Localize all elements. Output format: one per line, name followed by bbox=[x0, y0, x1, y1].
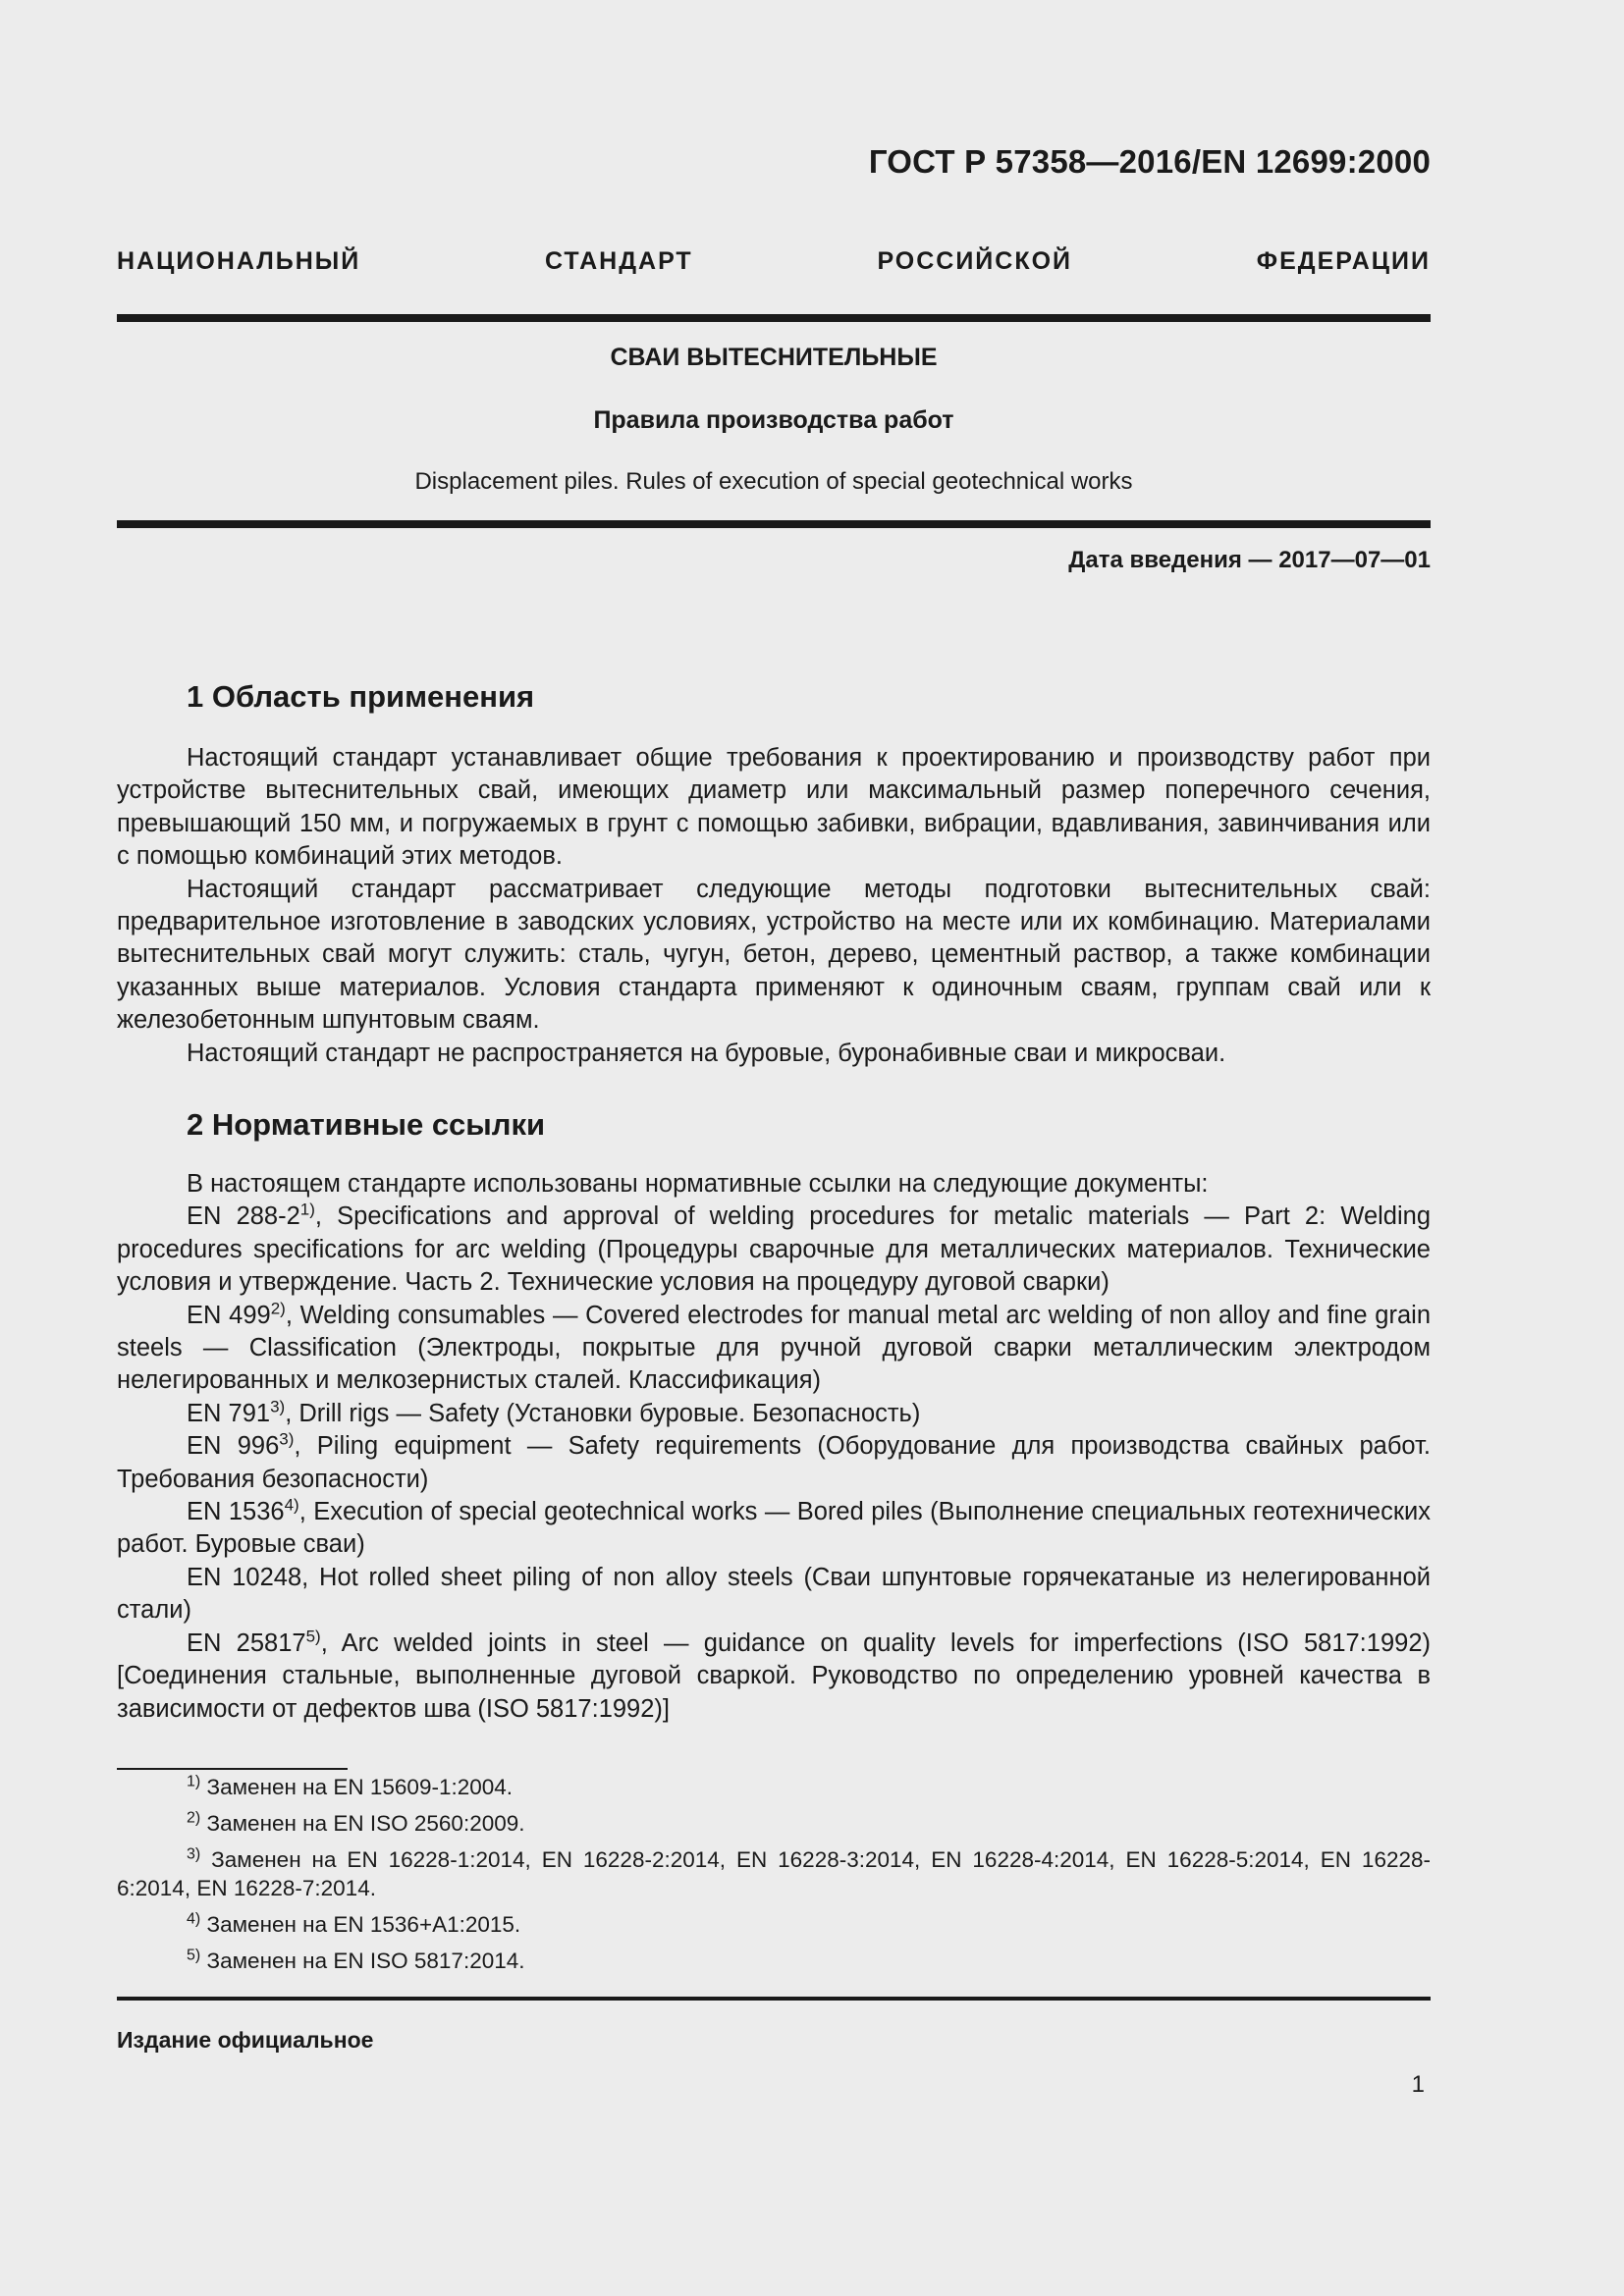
footnote-text: Заменен на EN 1536+A1:2015. bbox=[200, 1912, 521, 1937]
footnote-text: Заменен на EN 16228-1:2014, EN 16228-2:2014, EN 16228-3:2014, EN 16228-4:2014, EN 16228-5:2014, EN 16228-6:2014, EN 16228-7:2014. bbox=[117, 1847, 1431, 1900]
reference-item bbox=[117, 1201, 1431, 1299]
reference-text: , Piling equipment — Safety requirements (Оборудование для производства свайных работ. Требования безопасности) bbox=[117, 1432, 1431, 1493]
footnote-mark: 1) bbox=[187, 1773, 201, 1790]
reference-text: , Drill rigs — Safety (Установки буровые. Безопасность) bbox=[285, 1399, 921, 1427]
footnote-text: Заменен на EN ISO 5817:2014. bbox=[200, 1949, 525, 1973]
document-title: СВАИ ВЫТЕСНИТЕЛЬНЫЕ bbox=[610, 344, 938, 371]
footnote-mark: 3) bbox=[279, 1429, 295, 1449]
reference-item bbox=[117, 1430, 1431, 1496]
document-code: ГОСТ Р 57358—2016/EN 12699:2000 bbox=[868, 143, 1431, 180]
footnote-mark: 2) bbox=[187, 1809, 201, 1827]
section-1-body bbox=[117, 742, 1431, 1070]
top-rule bbox=[117, 314, 1431, 322]
reference-text: , Specifications and approval of welding procedures for metalic materials — Part 2: Welding procedures specifications for arc welding (Процедуры сварочные для металлических материалов. Технические условия и утверждение. Часть 2. Технические условия на процедуру дуговой сварки) bbox=[117, 1202, 1432, 1297]
reference-text: , Arc welded joints in steel — guidance on quality levels for imperfections (ISO 5817:1992) [Соединения стальные, выполненные дуговой сваркой. Руководство по определению уровней качества в зависимости от дефектов шва (ISO 5817:1992)] bbox=[117, 1629, 1431, 1723]
reference-text: , Welding consumables — Covered electrodes for manual metal arc welding of non alloy and fine grain steels — Classification (Электроды, покрытые для ручной дуговой сварки металлическим электродом нелегированных и мелкозернистых сталей. Классификация) bbox=[117, 1301, 1431, 1395]
footnote-mark: 5) bbox=[305, 1627, 321, 1646]
footnote-mark: 4) bbox=[284, 1495, 299, 1515]
page-number: 1 bbox=[1411, 2071, 1425, 2098]
reference-text: , Hot rolled sheet piling of non alloy steels (Сваи шпунтовые горячекатаные из нелегированной стали) bbox=[117, 1563, 1431, 1625]
paragraph: Настоящий стандарт не распространяется на буровые, буронабивные сваи и микросваи. bbox=[187, 1039, 1226, 1067]
section-1-heading: 1 Область применения bbox=[187, 679, 535, 714]
reference-code: EN 1536 bbox=[187, 1498, 285, 1526]
introduction-date: Дата введения — 2017—07—01 bbox=[1068, 547, 1431, 573]
reference-item bbox=[117, 1628, 1431, 1726]
reference-code: EN 996 bbox=[187, 1432, 280, 1461]
edition-label: Издание официальное bbox=[117, 2027, 374, 2053]
reference-item bbox=[117, 1398, 1431, 1430]
footnote-mark: 3) bbox=[270, 1397, 286, 1416]
reference-item bbox=[117, 1300, 1431, 1398]
footnote-mark: 4) bbox=[187, 1910, 201, 1928]
footnote-mark: 2) bbox=[270, 1299, 286, 1318]
reference-item bbox=[117, 1562, 1431, 1628]
footnote-mark: 3) bbox=[187, 1845, 201, 1863]
footnote bbox=[117, 1809, 1431, 1838]
national-standard-banner: НАЦИОНАЛЬНЫЙ СТАНДАРТ РОССИЙСКОЙ ФЕДЕРАЦИИ bbox=[117, 247, 1431, 275]
reference-text: , Execution of special geotechnical works — Bored piles (Выполнение специальных геотехнических работ. Буровые сваи) bbox=[117, 1498, 1431, 1559]
footnote bbox=[117, 1845, 1431, 1902]
title-bottom-rule bbox=[117, 520, 1431, 528]
section-2-body bbox=[117, 1168, 1431, 1726]
footnote bbox=[117, 1910, 1431, 1939]
footnotes bbox=[117, 1773, 1431, 1983]
footnote-text: Заменен на EN ISO 2560:2009. bbox=[200, 1811, 525, 1836]
footnote bbox=[117, 1773, 1431, 1801]
reference-code: EN 10248 bbox=[187, 1563, 302, 1591]
reference-code: EN 499 bbox=[187, 1301, 271, 1329]
reference-code: EN 288-2 bbox=[187, 1202, 300, 1231]
document-subtitle: Правила производства работ bbox=[593, 406, 954, 434]
footnote-mark: 5) bbox=[187, 1947, 201, 1964]
english-title: Displacement piles. Rules of execution of special geotechnical works bbox=[414, 468, 1133, 495]
reference-item bbox=[117, 1496, 1431, 1562]
footer-rule bbox=[117, 1997, 1431, 2001]
paragraph: В настоящем стандарте использованы нормативные ссылки на следующие документы: bbox=[187, 1170, 1209, 1198]
paragraph: Настоящий стандарт устанавливает общие требования к проектированию и производству работ при устройстве вытеснительных свай, имеющих диаметр или максимальный размер поперечного сечения, превышающий 150 мм, и погружаемых в грунт с помощью забивки, вибрации, вдавливания, завинчивания или с помощью комбинаций этих методов. bbox=[117, 744, 1431, 871]
section-2-heading: 2 Нормативные ссылки bbox=[187, 1107, 546, 1142]
footnote-text: Заменен на EN 15609-1:2004. bbox=[200, 1775, 514, 1799]
footnote-separator bbox=[117, 1768, 348, 1770]
reference-code: EN 791 bbox=[187, 1399, 271, 1427]
footnote-mark: 1) bbox=[299, 1200, 315, 1219]
reference-code: EN 25817 bbox=[187, 1629, 306, 1657]
footnote bbox=[117, 1947, 1431, 1975]
paragraph: Настоящий стандарт рассматривает следующие методы подготовки вытеснительных свай: предварительное изготовление в заводских условиях, устройство на месте или их комбинацию. Материалами вытеснительных свай могут служить: сталь, чугун, бетон, дерево, цементный раствор, а также комбинации указанных выше материалов. Условия стандарта применяют к одиночным сваям, группам свай или к железобетонным шпунтовым сваям. bbox=[117, 875, 1431, 1035]
